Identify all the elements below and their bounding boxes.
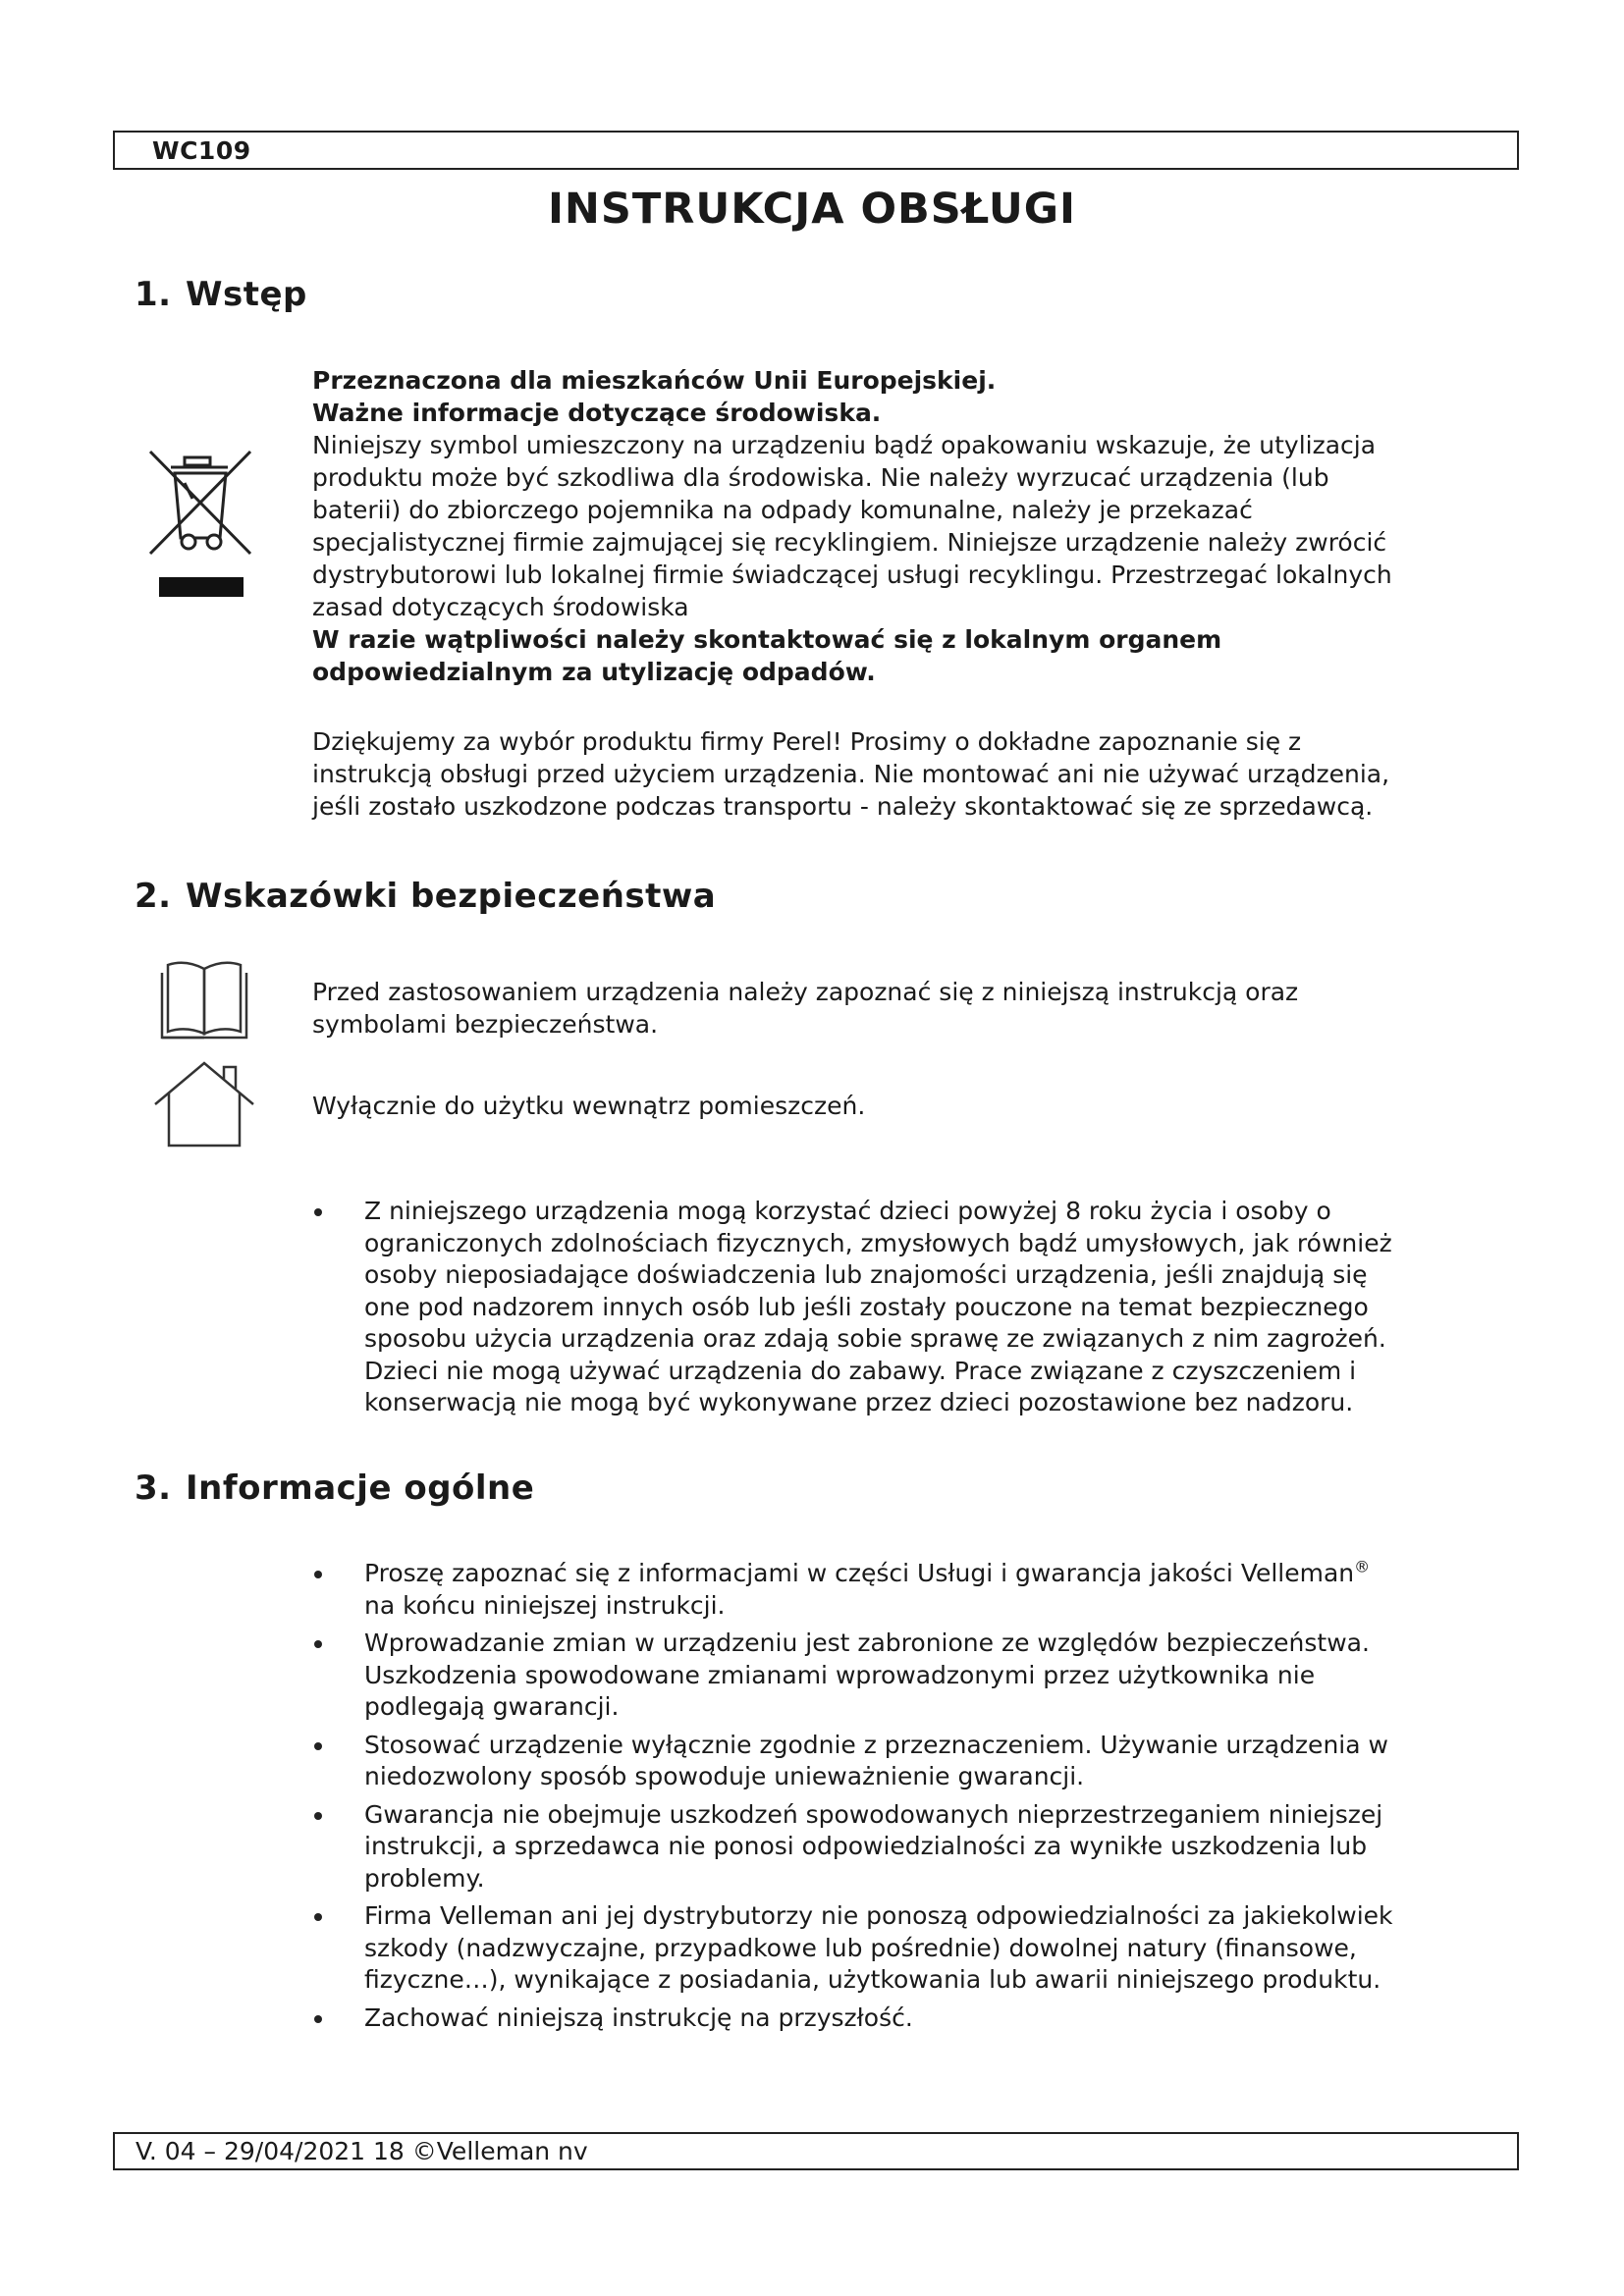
indoor-line: Wyłącznie do użytku wewnątrz pomieszczeń. — [312, 1092, 866, 1120]
list-item — [312, 1799, 1393, 1896]
bullet-line: Gwarancja nie obejmuje uszkodzeń spowodowanych nieprzestrzeganiem niniejszej — [364, 1799, 1383, 1829]
environment-notice — [312, 364, 1392, 688]
list-item — [312, 2002, 1393, 2035]
section-number: 1. — [135, 275, 172, 314]
env-line: Niniejszy symbol umieszczony na urządzeniu bądź opakowaniu wskazuje, że utylizacja — [312, 431, 1377, 459]
env-line: specjalistycznej firmie zajmującej się recyklingiem. Niniejsze urządzenie należy zwrócić — [312, 528, 1387, 557]
footer-text: V. 04 – 29/04/2021 18 ©Velleman nv — [135, 2137, 588, 2165]
bullet-line: podlegają gwarancji. — [364, 1692, 620, 1721]
read-manual-icon — [154, 957, 254, 1043]
section-heading-3 — [135, 1468, 534, 1508]
env-heading: Ważne informacje dotyczące środowiska. — [312, 399, 882, 427]
contact-line: odpowiedzialnym za utylizację odpadów. — [312, 658, 876, 686]
list-item — [312, 1628, 1393, 1724]
list-item — [312, 1558, 1393, 1622]
bullet-line: Uszkodzenia spowodowane zmianami wprowadzonymi przez użytkownika nie — [364, 1660, 1316, 1689]
env-line: dystrybutorowi lub lokalnej firmie świadczącej usługi recyklingu. Przestrzegać lokalnych — [312, 561, 1392, 589]
bullet-line — [364, 1558, 1393, 1590]
bullet-line: niedozwolony sposób spowoduje unieważnienie gwarancji. — [364, 1762, 1085, 1790]
thanks-line: instrukcją obsługi przed użyciem urządzenia. Nie montować ani nie używać urządzenia, — [312, 760, 1390, 788]
thanks-paragraph — [312, 725, 1389, 823]
env-line: baterii) do zbiorczego pojemnika na odpady komunalne, należy je przekazać — [312, 496, 1253, 524]
weee-bin-icon — [145, 444, 255, 601]
footer-bar — [113, 2132, 1519, 2170]
section-title: Wskazówki bezpieczeństwa — [186, 877, 717, 916]
section-number: 2. — [135, 877, 172, 916]
read-line: Przed zastosowaniem urządzenia należy zapoznać się z niniejszą instrukcją oraz — [312, 978, 1299, 1006]
list-item — [312, 1196, 1392, 1419]
thanks-line: Dziękujemy za wybór produktu firmy Perel! Prosimy o dokładne zapoznanie się z — [312, 727, 1302, 756]
eu-notice: Przeznaczona dla mieszkańców Unii Europejskiej. — [312, 366, 997, 395]
bullet-line: na końcu niniejszej instrukcji. — [364, 1590, 726, 1620]
bullet-line: Z niniejszego urządzenia mogą korzystać dzieci powyżej 8 roku życia i osoby o — [364, 1197, 1331, 1225]
registered-mark: ® — [1354, 1557, 1371, 1576]
model-number: WC109 — [152, 136, 251, 165]
general-bullets — [312, 1558, 1393, 2034]
header-bar — [113, 131, 1519, 170]
section-number: 3. — [135, 1468, 172, 1508]
list-item — [312, 1730, 1393, 1793]
bullet-line: Firma Velleman ani jej dystrybutorzy nie ponoszą odpowiedzialności za jakiekolwiek — [364, 1901, 1393, 1930]
read-line: symbolami bezpieczeństwa. — [312, 1010, 659, 1039]
bullet-line: Zachować niniejszą instrukcję na przyszłość. — [364, 2002, 913, 2032]
env-line: zasad dotyczących środowiska — [312, 593, 689, 621]
safety-bullets — [312, 1196, 1392, 1419]
bullet-line: Dzieci nie mogą używać urządzenia do zabawy. Prace związane z czyszczeniem i — [364, 1356, 1357, 1385]
read-manual-text — [312, 976, 1298, 1041]
env-line: produktu może być szkodliwa dla środowiska. Nie należy wyrzucać urządzenia (lub — [312, 463, 1329, 492]
bullet-line: instrukcji, a sprzedawca nie ponosi odpowiedzialności za wynikłe uszkodzenia lub — [364, 1832, 1368, 1860]
bullet-line: sposobu użycia urządzenia oraz zdają sobie sprawę ze związanych z nim zagrożeń. — [364, 1324, 1386, 1353]
page-title: INSTRUKCJA OBSŁUGI — [547, 185, 1077, 234]
thanks-line: jeśli zostało uszkodzone podczas transportu - należy skontaktować się ze sprzedawcą. — [312, 792, 1374, 821]
bullet-line: Stosować urządzenie wyłącznie zgodnie z przeznaczeniem. Używanie urządzenia w — [364, 1730, 1388, 1759]
bullet-line: one pod nadzorem innych osób lub jeśli zostały pouczone na temat bezpiecznego — [364, 1292, 1369, 1321]
bullet-line: problemy. — [364, 1863, 485, 1893]
section-title: Informacje ogólne — [186, 1468, 535, 1508]
indoor-house-icon — [151, 1059, 257, 1149]
list-item — [312, 1900, 1393, 1997]
bullet-line: Wprowadzanie zmian w urządzeniu jest zabronione ze względów bezpieczeństwa. — [364, 1629, 1370, 1657]
section-heading-2 — [135, 877, 716, 916]
contact-line: W razie wątpliwości należy skontaktować się z lokalnym organem — [312, 625, 1222, 654]
section-heading-1 — [135, 275, 307, 314]
bullet-line: fizyczne…), wynikające z posiadania, użytkowania lub awarii niniejszego produktu. — [364, 1965, 1381, 1994]
bullet-line: szkody (nadzwyczajne, przypadkowe lub pośrednie) dowolnej natury (finansowe, — [364, 1933, 1357, 1962]
section-title: Wstęp — [186, 275, 307, 314]
bullet-line: ograniczonych zdolnościach fizycznych, zmysłowych bądź umysłowych, jak również — [364, 1228, 1392, 1257]
bullet-line: konserwacją nie mogą być wykonywane przez dzieci pozostawione bez nadzoru. — [364, 1388, 1354, 1416]
bullet-line: osoby nieposiadające doświadczenia lub znajomości urządzenia, jeśli znajdują się — [364, 1260, 1368, 1289]
bullet-text: Proszę zapoznać się z informacjami w części Usługi i gwarancja jakości Velleman — [364, 1559, 1355, 1587]
indoor-text — [312, 1090, 865, 1122]
